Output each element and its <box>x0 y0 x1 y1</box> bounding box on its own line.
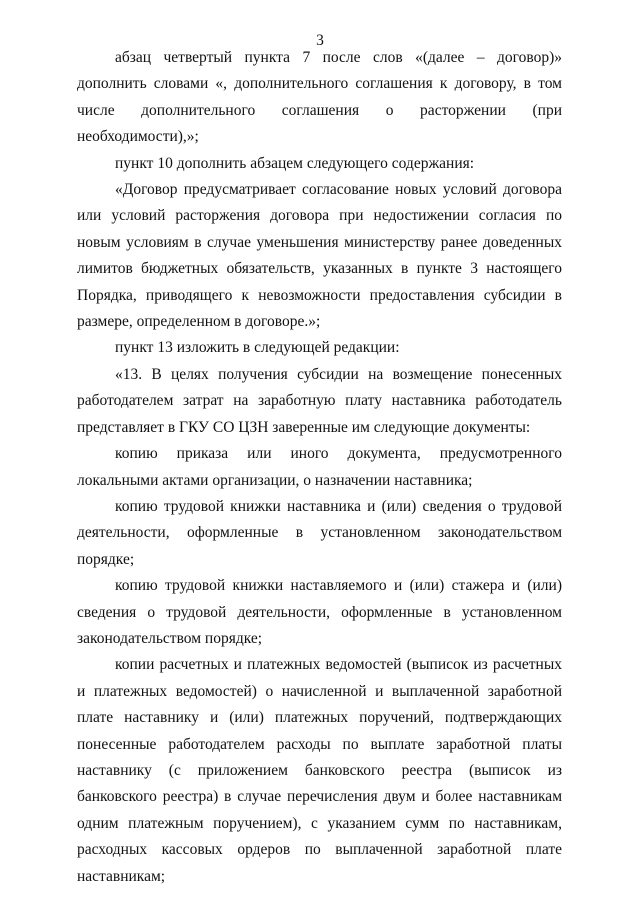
paragraph-clause-13-intro: пункт 13 изложить в следующей редакции: <box>115 339 400 357</box>
paragraph-clause-7: абзац четвертый пункта 7 после слов «(далее – договор)» дополнить словами «, дополнительного соглашения к договору, в том числе дополнительного соглашения о расторжении (при необходимости),»; <box>77 49 562 146</box>
document-body <box>77 45 562 890</box>
paragraph-order-copy: копию приказа или иного документа, предусмотренного локальными актами организации, о назначении наставника; <box>77 445 562 489</box>
paragraph-payroll-statements: копии расчетных и платежных ведомостей (выписок из расчетных и платежных ведомостей) о начисленной и выплаченной заработной плате наставнику и (или) платежных поручений, подтверждающих понесенные работодателем расходы по выплате заработной платы наставнику (с приложением банковского реестра (выписок из банковского реестра) в случае перечисления двум и более наставникам одним платежным поручением), с указанием сумм по наставникам, расходных кассовых ордеров по выплаченной заработной плате наставникам; <box>77 656 562 885</box>
paragraph-clause-13-text: «13. В целях получения субсидии на возмещение понесенных работодателем затрат на заработную плату наставника работодатель представляет в ГКУ СО ЦЗН заверенные им следующие документы: <box>77 365 562 436</box>
page-number: 3 <box>316 32 324 49</box>
paragraph-mentee-workbook: копию трудовой книжки наставляемого и (или) стажера и (или) сведения о трудовой деятельности, оформленные в установленном законодательством порядке; <box>77 577 562 647</box>
paragraph-contract-conditions: «Договор предусматривает согласование новых условий договора или условий расторжения договора при недостижении согласия по новым условиям в случае уменьшения министерству ранее доведенных лимитов бюджетных обязательств, указанных в пункте 3 настоящего Порядка, приводящего к невозможности предоставления субсидии в размере, определенном в договоре.»; <box>77 181 562 331</box>
paragraph-clause-10-intro: пункт 10 дополнить абзацем следующего содержания: <box>115 154 475 172</box>
paragraph-mentor-workbook: копию трудовой книжки наставника и (или) сведения о трудовой деятельности, оформленные в установленном законодательством порядке; <box>77 497 562 568</box>
